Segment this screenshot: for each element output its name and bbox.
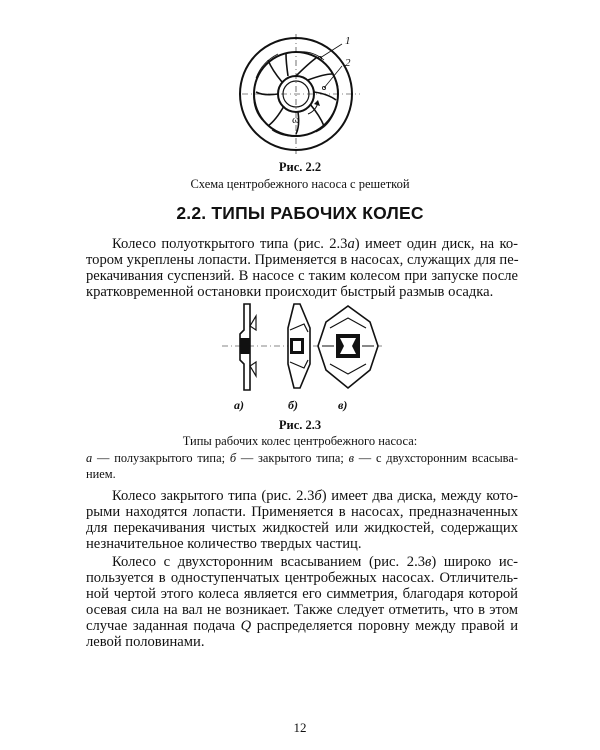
paragraph-2 — [86, 488, 518, 552]
pump-diagram-figure — [238, 30, 364, 156]
label-omega: ω — [292, 114, 300, 126]
figure-2-3-title: Рис. 2.3 — [278, 418, 322, 432]
figure-2-2-title: Рис. 2.2 — [278, 160, 322, 174]
figure-2-3-legend — [86, 450, 518, 482]
paragraph-1-line: кратковременной остановки происходит быстрый размыв осадка. — [86, 284, 494, 300]
paragraph-3-line: случае заданная подача Q распределяется поровну между правой и — [86, 618, 519, 634]
figure-sub-b: б) — [288, 398, 298, 412]
paragraph-1-line: Колесо полуоткрытого типа (рис. 2.3а) имеет один диск, на ко- — [112, 236, 518, 252]
section-heading: 2.2. ТИПЫ РАБОЧИХ КОЛЕС — [176, 203, 424, 223]
impeller-semi-open-drawing — [240, 304, 256, 390]
label-1: 1 — [345, 35, 351, 47]
legend-line: а — полузакрытого типа; б — закрытого типа; в — с двухсторонним всасыва- — [86, 451, 518, 465]
paragraph-1 — [86, 236, 518, 300]
label-2: 2 — [345, 57, 351, 69]
paragraph-3-line: Колесо с двухсторонним всасыванием (рис. 2.3в) широко ис- — [112, 554, 518, 570]
paragraph-2-line: для перекачивания чистых жидкостей или жидкостей, содержащих — [86, 520, 518, 536]
figure-2-3-caption: Типы рабочих колес центробежного насоса: — [182, 434, 418, 448]
page-number: 12 — [293, 720, 307, 735]
legend-line: нием. — [86, 467, 116, 481]
figure-2-2-caption: Схема центробежного насоса с решеткой — [190, 177, 410, 191]
impeller-double-suction-drawing — [318, 306, 378, 388]
figure-sub-c: в) — [338, 398, 348, 412]
paragraph-3-line: осевая сила на вал не возникает. Также следует отметить, что в этом — [86, 602, 518, 618]
paragraph-3-line: левой половинами. — [86, 634, 205, 650]
paragraph-1-line: рекачивания суспензий. В насосе с таким колесом при запуске после — [86, 268, 518, 284]
paragraph-3 — [86, 554, 518, 650]
paragraph-2-line: Колесо закрытого типа (рис. 2.3б) имеет два диска, между кото- — [112, 488, 518, 504]
figure-sub-a: а) — [234, 398, 244, 412]
impeller-closed-drawing — [288, 304, 310, 388]
paragraph-2-line: рыми находятся лопасти. Применяется в насосах, предназначенных — [86, 504, 518, 520]
paragraph-3-line: ной чертой этого колеса является его симметрия, благодаря которой — [86, 586, 518, 602]
paragraph-3-line: пользуется в одноступенчатых центробежных насосах. Отличитель- — [86, 570, 518, 586]
paragraph-2-line: незначительное количество твердых частиц. — [86, 536, 362, 552]
paragraph-1-line: тором укреплены лопасти. Применяется в насосах, служащих для пе- — [86, 252, 519, 268]
impeller-types-figure — [222, 300, 382, 396]
